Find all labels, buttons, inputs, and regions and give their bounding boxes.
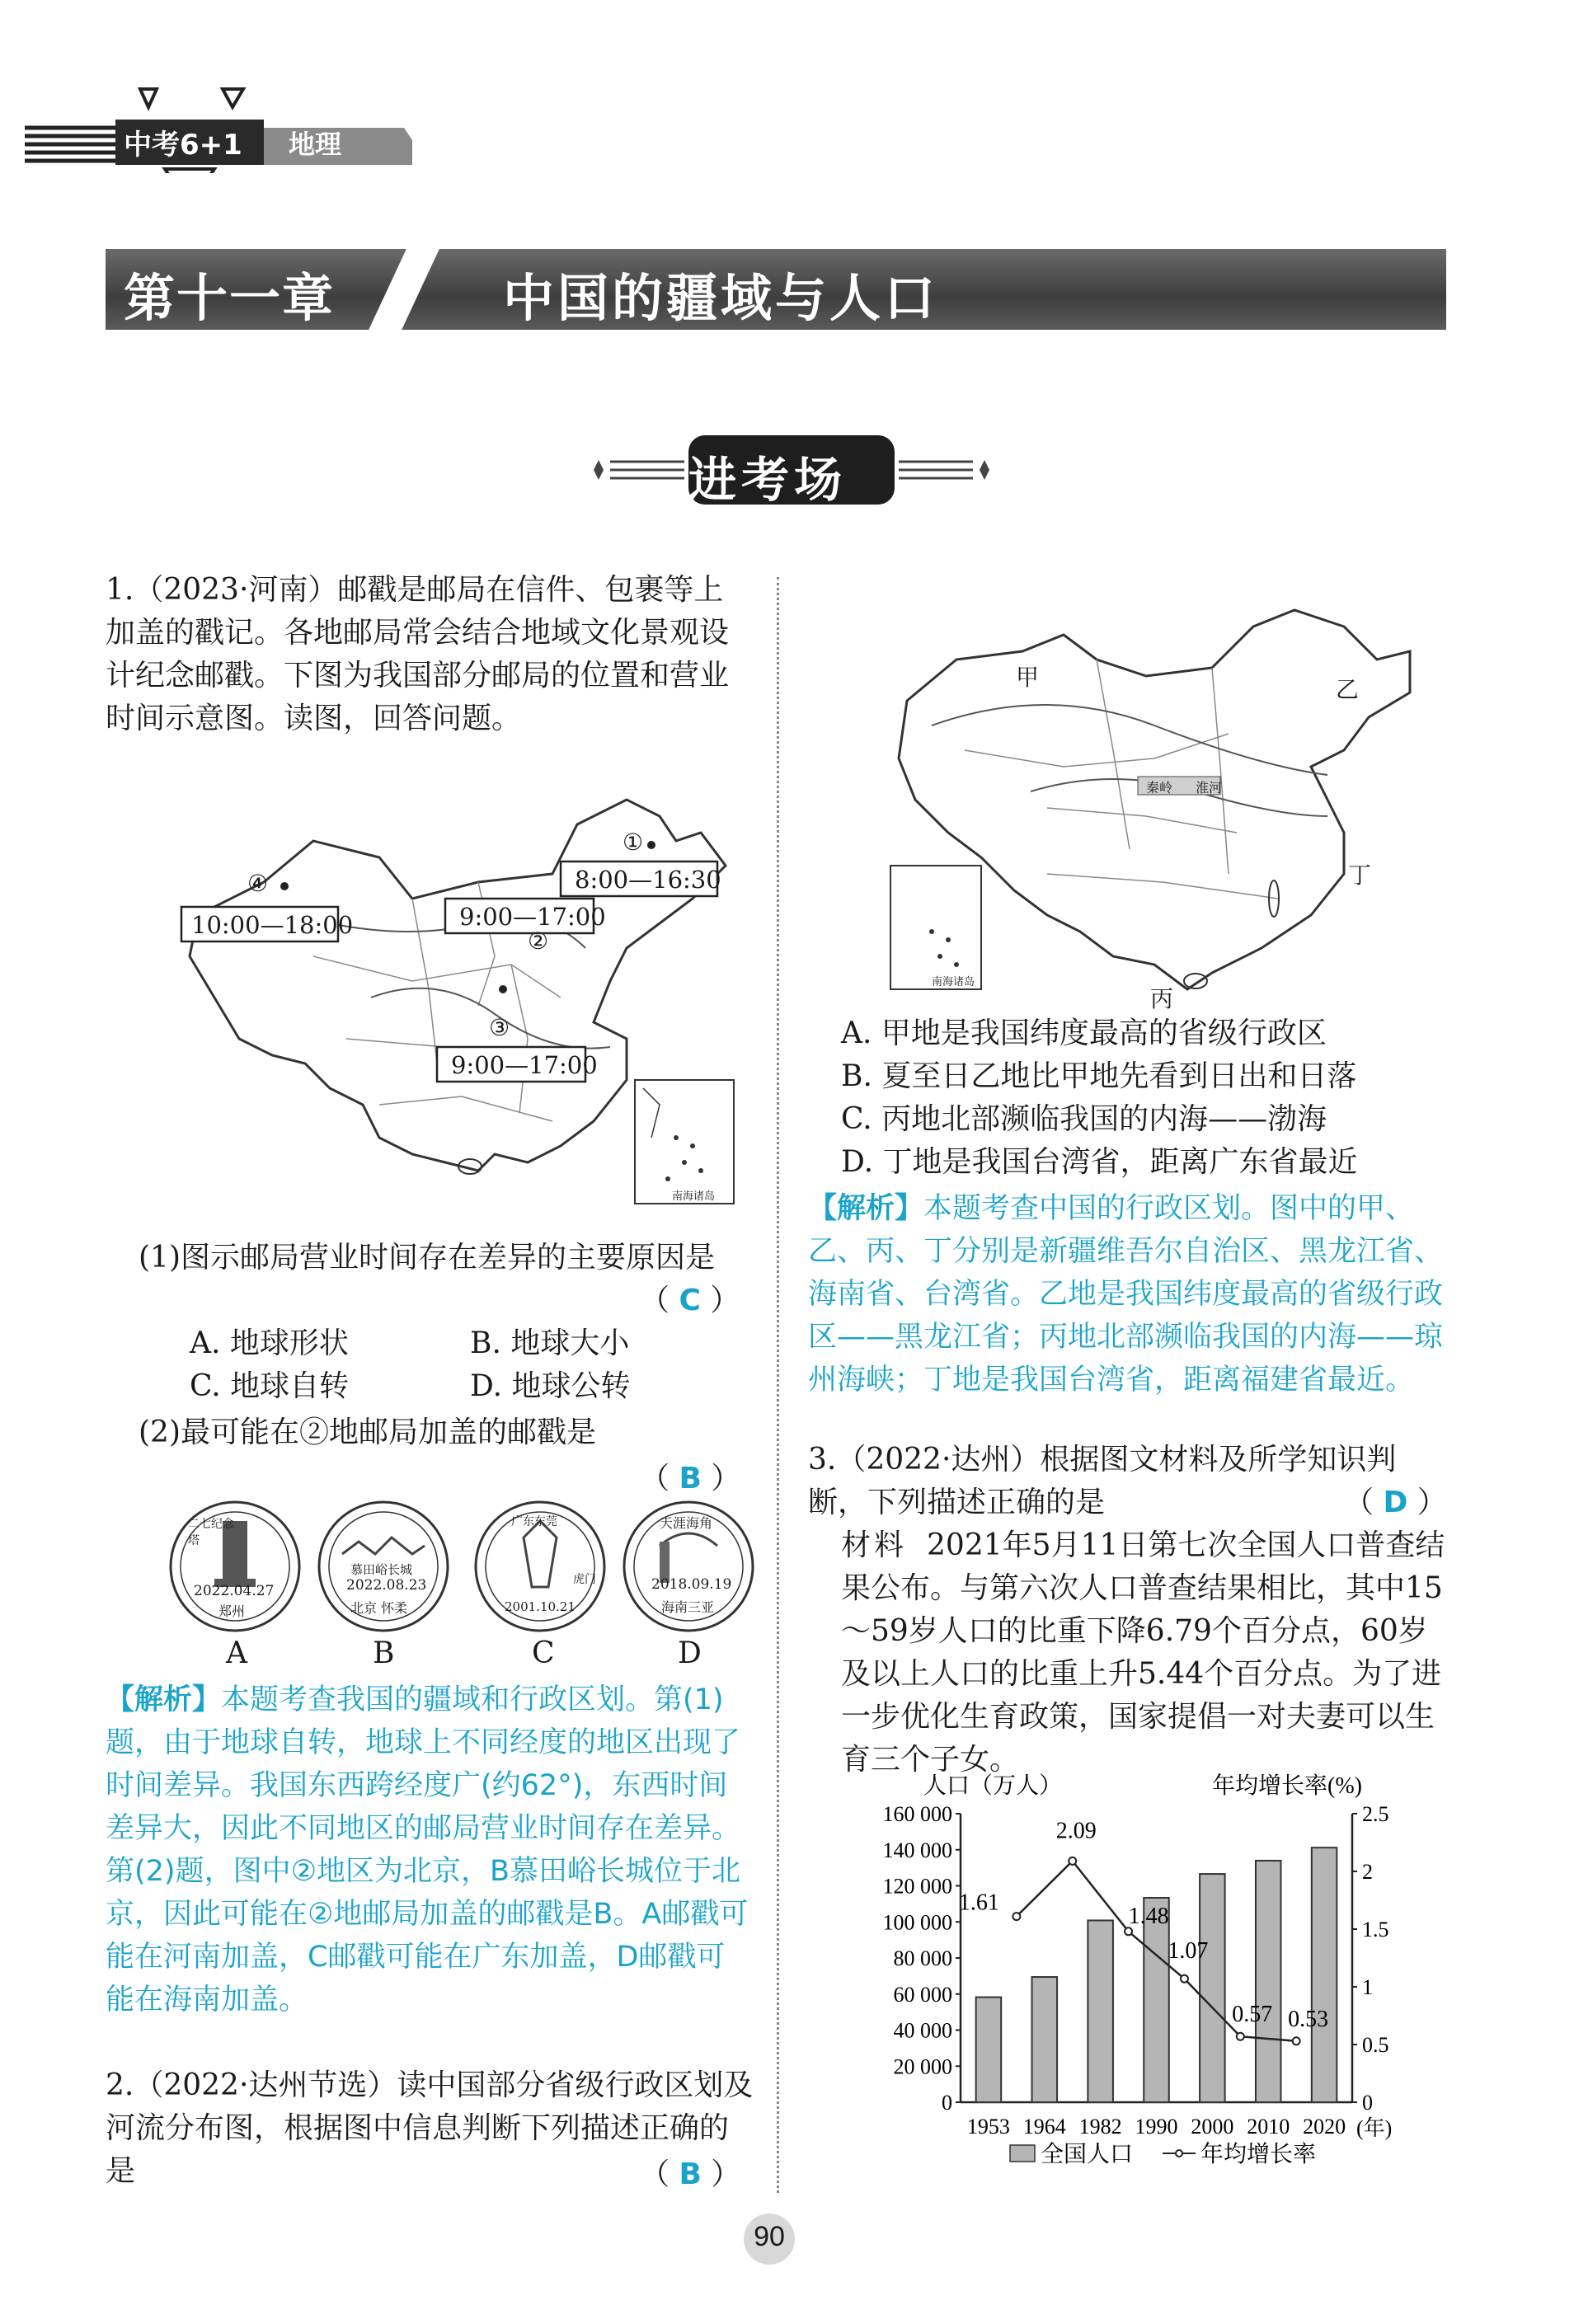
- stamp-label-a: A: [226, 1636, 247, 1670]
- stamp-d-place: 海南三亚: [661, 1599, 715, 1615]
- chapter-title: 中国的疆域与人口: [503, 268, 939, 328]
- map2-label-huaihe: 淮河: [1196, 780, 1223, 796]
- chart-point-label: 1.61: [958, 1890, 999, 1916]
- chart-ytick-right: 0: [1362, 2091, 1373, 2115]
- chart-xtick-1953: 1953: [966, 2115, 1010, 2139]
- q2-option-b: B. 夏至日乙地比甲地先看到日出和日落: [841, 1059, 1357, 1093]
- q1-option-a: A. 地球形状: [190, 1326, 349, 1360]
- chart-ylabel-right: 年均增长率(%): [1212, 1773, 1362, 1799]
- chart-bar-1953: [976, 1998, 1002, 2102]
- q2-answer-box: （ B ）: [640, 2157, 741, 2191]
- map1-label-1: ①: [623, 829, 644, 856]
- chart-bar-2000: [1200, 1874, 1225, 2102]
- q1-analysis-tag: 【解析】: [106, 1683, 222, 1716]
- q1-analysis: [106, 1678, 749, 2021]
- chart-ytick-right: 1.5: [1362, 1918, 1389, 1941]
- map2-inset-label: 南海诸岛: [932, 976, 975, 988]
- q1-sub2-answer: B: [679, 1462, 702, 1495]
- q1-stem: 1.（2023·河南）邮戳是邮局在信件、包裹等上加盖的戳记。各地邮局常会结合地域文化景观设计纪念邮戳。下图为我国部分邮局的位置和营业时间示意图。读图，回答问题。: [106, 573, 730, 735]
- stamp-a-place: 郑州: [218, 1603, 246, 1619]
- map2-label-ding: 丁: [1348, 862, 1372, 889]
- chart-bar-1964: [1032, 1977, 1058, 2102]
- map1-time-3: 9:00—17:00: [451, 1051, 598, 1079]
- map2-label-bing: 丙: [1150, 985, 1174, 1012]
- chart-ylabel-left: 人口（万人）: [923, 1773, 1063, 1799]
- chart-ytick-left: 120 000: [882, 1874, 952, 1899]
- chart-ytick-left: 80 000: [893, 1946, 952, 1970]
- chart-point-2010: [1237, 2033, 1244, 2040]
- q1-sub1-answer: C: [679, 1284, 701, 1317]
- q3-material: [841, 1524, 1451, 1782]
- q1-map: [165, 791, 742, 1212]
- chart-ytick-right: 2: [1362, 1860, 1373, 1884]
- chart-point-label: 0.57: [1232, 2002, 1273, 2028]
- chart-ytick-left: 140 000: [882, 1838, 952, 1862]
- chart-ytick-left: 40 000: [893, 2018, 952, 2043]
- chart-ytick-right: 2.5: [1362, 1802, 1389, 1826]
- subject-label: 地理: [289, 129, 342, 160]
- chart-point-label: 1.48: [1128, 1903, 1169, 1929]
- map1-inset-label: 南海诸岛: [672, 1190, 716, 1203]
- chart-xtick-2010: 2010: [1247, 2115, 1290, 2139]
- chart-ytick-left: 0: [942, 2091, 952, 2115]
- q3-answer-box: （ D ）: [1344, 1486, 1447, 1519]
- map1-label-3: ③: [489, 1014, 510, 1041]
- stamp-label-b: B: [373, 1636, 395, 1670]
- chart-point-1982: [1069, 1857, 1076, 1865]
- map2-label-yi: 乙: [1336, 676, 1360, 703]
- chart-legend-line: 年均增长率: [1200, 2142, 1317, 2167]
- chart-legend-line-marker: [1176, 2150, 1182, 2157]
- stamp-label-d: D: [678, 1636, 702, 1670]
- chart-xtick-1982: 1982: [1078, 2115, 1122, 2139]
- map2-label-qinling: 秦岭: [1146, 780, 1173, 796]
- q2-options: [841, 1012, 1451, 1184]
- q1-sub2-answer-box: （ B ）: [640, 1462, 741, 1495]
- stamp-c-top: 广东东莞: [511, 1515, 557, 1528]
- stamp-a-top: 二七纪念塔: [188, 1518, 234, 1547]
- q3-material-label: 材料: [841, 1528, 908, 1562]
- chart-xtick-1964: 1964: [1022, 2115, 1066, 2139]
- chart-xtick-2020: 2020: [1303, 2115, 1346, 2139]
- q3-stem: 3.（2022·达州）根据图文材料及所学知识判断，下列描述正确的是: [808, 1443, 1397, 1519]
- map1-time-1: 8:00—16:30: [575, 866, 721, 894]
- q1-sub1-answer-box: （ C ）: [640, 1284, 740, 1317]
- chart-ytick-right: 1: [1362, 1975, 1373, 1999]
- chart-xtick-1990: 1990: [1135, 2115, 1178, 2139]
- section-title: 进考场: [688, 452, 848, 508]
- q1-option-b: B. 地球大小: [470, 1326, 630, 1360]
- stamp-a-date: 2022.04.27: [194, 1583, 275, 1599]
- q3-answer: D: [1383, 1486, 1408, 1519]
- q2-option-a: A. 甲地是我国纬度最高的省级行政区: [841, 1016, 1327, 1050]
- chart-ytick-left: 20 000: [893, 2054, 952, 2079]
- stamp-label-c: C: [532, 1636, 555, 1670]
- chart-bar-1982: [1088, 1920, 1113, 2102]
- chart-point-2000: [1181, 1975, 1188, 1983]
- chart-bar-2020: [1312, 1847, 1337, 2102]
- stamp-c-place: 虎门: [573, 1573, 596, 1586]
- q2-answer: B: [679, 2157, 702, 2191]
- map2-label-jia: 甲: [1016, 664, 1040, 691]
- brand-label: 中考6+1: [124, 129, 242, 162]
- map1-time-2: 9:00—17:00: [459, 903, 606, 931]
- q2-map: [882, 602, 1426, 998]
- chapter-number: 第十一章: [124, 268, 336, 328]
- stamp-b-top: 慕田峪长城: [350, 1562, 413, 1577]
- q3-material-text: 2021年5月11日第七次全国人口普查结果公布。与第六次人口普查结果相比，其中15～59岁人口的比重下降6.79个百分点，60岁及以上人口的比重上升5.44个百分点。为了进一步优化生育政策，国家提倡一对夫妻可以生育三个子女。: [841, 1528, 1445, 1777]
- q2-analysis-tag: 【解析】: [808, 1192, 924, 1225]
- stamp-d-top: 天涯海角: [660, 1515, 713, 1531]
- chart-point-label: 2.09: [1055, 1818, 1097, 1844]
- chart-point-label: 0.53: [1288, 2006, 1329, 2032]
- chart-ytick-left: 60 000: [893, 1982, 952, 2007]
- chart-xlabel: (年): [1356, 2116, 1393, 2140]
- column-divider: [777, 577, 779, 2193]
- stamp-b-date: 2022.08.23: [346, 1577, 427, 1594]
- chart-svg: [825, 1772, 1451, 2176]
- chart-bar-2010: [1256, 1861, 1281, 2102]
- q1-sub1-stem: [139, 1237, 749, 1279]
- map1-time-4: 10:00—18:00: [191, 911, 354, 939]
- map1-label-2: ②: [528, 927, 549, 955]
- page-number: 90: [754, 2221, 785, 2252]
- q1-sub1-options: [190, 1322, 767, 1408]
- chart-xtick-2000: 2000: [1191, 2115, 1234, 2139]
- q1-option-d: D. 地球公转: [470, 1369, 631, 1403]
- chart-legend-bar: 全国人口: [1041, 2142, 1134, 2167]
- stamp-d-date: 2018.09.19: [651, 1576, 732, 1593]
- population-chart: [825, 1772, 1451, 2176]
- q2-option-c: C. 丙地北部濒临我国的内海——渤海: [841, 1102, 1327, 1136]
- chart-point-label: 1.07: [1168, 1938, 1209, 1965]
- chart-point-2020: [1293, 2037, 1300, 2045]
- chart-point-1964: [1013, 1913, 1020, 1920]
- q2-option-d: D. 丁地是我国台湾省，距离广东省最近: [841, 1145, 1358, 1179]
- q1-sub1-text: (1)图示邮局营业时间存在差异的主要原因是: [139, 1241, 715, 1275]
- q1-option-c: C. 地球自转: [190, 1369, 350, 1403]
- q1-sub2-stem: (2)最可能在②地邮局加盖的邮戳是: [139, 1416, 596, 1449]
- chart-ytick-right: 0.5: [1362, 2033, 1389, 2057]
- q1-analysis-text: 本题考查我国的疆域和行政区划。第(1)题，由于地球自转，地球上不同经度的地区出现了时间差异。我国东西跨经度广(约62°)，东西时间差异大，因此不同地区的邮局营业时间存在差异。第(2)题，图中②地区为北京，B慕田峪长城位于北京，因此可能在②地邮局加盖的邮戳是B。A邮戳可能在河南加盖，C邮戳可能在广东加盖，D邮戳可能在海南加盖。: [106, 1683, 749, 2016]
- stamp-b-place: 北京 怀柔: [350, 1600, 408, 1616]
- q2-analysis-text: 本题考查中国的行政区划。图中的甲、乙、丙、丁分别是新疆维吾尔自治区、黑龙江省、海南省、台湾省。乙地是我国纬度最高的省级行政区——黑龙江省；丙地北部濒临我国的内海——琼州海峡；丁地是我国台湾省，距离福建省最近。: [808, 1192, 1444, 1397]
- chart-legend-bar-swatch: [1010, 2145, 1035, 2162]
- stamp-c-date: 2001.10.21: [505, 1599, 576, 1614]
- chart-ytick-left: 160 000: [882, 1802, 952, 1826]
- q2-analysis: [808, 1187, 1451, 1401]
- chart-ytick-left: 100 000: [882, 1910, 952, 1935]
- map1-label-4: ④: [247, 870, 269, 897]
- q2-stem: 2.（2022·达州节选）读中国部分省级行政区划及河流分布图，根据图中信息判断下列描述正确的是: [106, 2068, 754, 2188]
